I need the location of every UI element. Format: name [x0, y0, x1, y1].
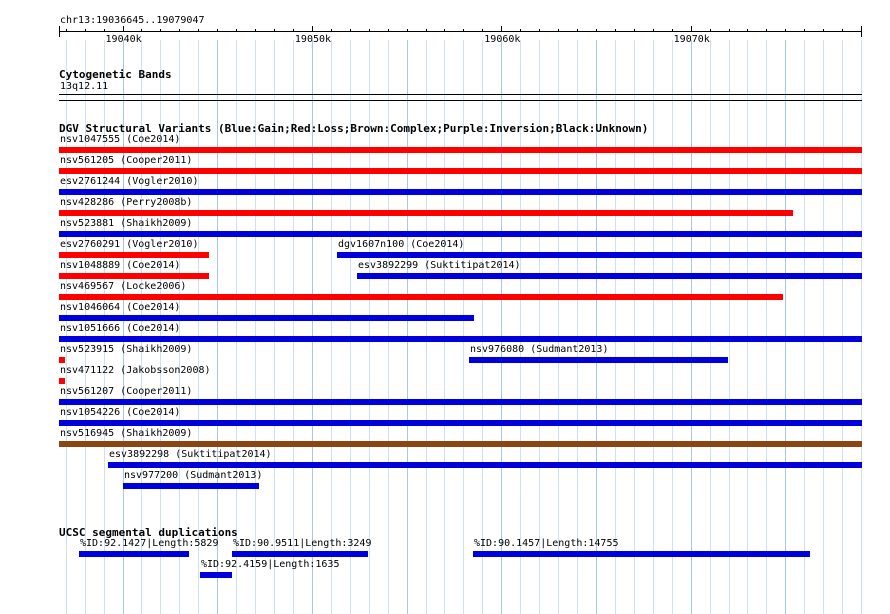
dgv-feature-bar-loss[interactable]: [59, 273, 209, 279]
dgv-feature-bar-gain[interactable]: [59, 399, 862, 405]
dgv-feature-bar-gain[interactable]: [59, 315, 474, 321]
dgv-feature-label[interactable]: esv3892298 (Suktitipat2014): [109, 449, 272, 460]
segdup-feature-label[interactable]: %ID:90.9511|Length:3249: [233, 538, 372, 549]
cytoband-track-title: Cytogenetic Bands: [59, 68, 172, 81]
segdup-track-title: UCSC segmental duplications: [59, 526, 238, 539]
dgv-feature-label[interactable]: nsv1046064 (Coe2014): [60, 302, 181, 313]
dgv-feature-bar-loss[interactable]: [59, 147, 862, 153]
dgv-feature-bar-loss[interactable]: [59, 294, 783, 300]
dgv-feature-bar-gain[interactable]: [59, 189, 862, 195]
segdup-feature-bar[interactable]: [473, 551, 810, 557]
dgv-feature-bar-loss[interactable]: [59, 357, 65, 363]
dgv-feature-label[interactable]: nsv428286 (Perry2008b): [60, 197, 193, 208]
dgv-feature-bar-gain[interactable]: [59, 336, 862, 342]
cytoband-label[interactable]: 13q12.11: [60, 81, 109, 92]
segdup-feature-bar[interactable]: [232, 551, 368, 557]
dgv-feature-bar-loss[interactable]: [59, 252, 209, 258]
dgv-feature-bar-gain[interactable]: [357, 273, 862, 279]
dgv-feature-label[interactable]: esv2760291 (Vogler2010): [60, 239, 199, 250]
cytoband-divider-bottom: [59, 100, 862, 101]
ruler-tick-label: 19060k: [484, 34, 521, 45]
ruler-tick-label: 19050k: [294, 34, 332, 45]
dgv-feature-label[interactable]: dgv1607n100 (Coe2014): [338, 239, 465, 250]
dgv-feature-bar-loss[interactable]: [59, 168, 862, 174]
segdup-feature-bar[interactable]: [200, 572, 232, 578]
segdup-feature-label[interactable]: %ID:90.1457|Length:14755: [474, 538, 619, 549]
ruler-tick-label: 19040k: [105, 34, 142, 45]
dgv-track-title: DGV Structural Variants (Blue:Gain;Red:Loss;Brown:Complex;Purple:Inversion;Black:Unknown): [59, 122, 649, 135]
dgv-feature-label[interactable]: nsv1048889 (Coe2014): [60, 260, 181, 271]
dgv-feature-bar-gain[interactable]: [108, 462, 862, 468]
segdup-feature-bar[interactable]: [79, 551, 189, 557]
dgv-feature-label[interactable]: esv2761244 (Vogler2010): [60, 176, 199, 187]
dgv-feature-label[interactable]: nsv1054226 (Coe2014): [60, 407, 181, 418]
dgv-feature-label[interactable]: esv3892299 (Suktitipat2014): [358, 260, 521, 271]
dgv-feature-label[interactable]: nsv976080 (Sudmant2013): [470, 344, 609, 355]
dgv-feature-label[interactable]: nsv561207 (Cooper2011): [60, 386, 193, 397]
dgv-feature-label[interactable]: nsv1051666 (Coe2014): [60, 323, 181, 334]
dgv-feature-bar-complex[interactable]: [59, 441, 862, 447]
dgv-feature-label[interactable]: nsv469567 (Locke2006): [60, 281, 187, 292]
dgv-feature-label[interactable]: nsv1047555 (Coe2014): [60, 134, 181, 145]
dgv-feature-bar-loss[interactable]: [59, 210, 793, 216]
cytoband-divider-top: [59, 94, 862, 95]
dgv-feature-bar-gain[interactable]: [469, 357, 728, 363]
dgv-feature-label[interactable]: nsv516945 (Shaikh2009): [60, 428, 193, 439]
dgv-feature-bar-gain[interactable]: [59, 420, 862, 426]
dgv-feature-label[interactable]: nsv977200 (Sudmant2013): [124, 470, 263, 481]
dgv-feature-label[interactable]: nsv471122 (Jakobsson2008): [60, 365, 211, 376]
dgv-feature-label[interactable]: nsv523915 (Shaikh2009): [60, 344, 193, 355]
segdup-feature-label[interactable]: %ID:92.1427|Length:5829: [80, 538, 219, 549]
dgv-feature-bar-gain[interactable]: [123, 483, 259, 489]
dgv-feature-label[interactable]: nsv561205 (Cooper2011): [60, 155, 193, 166]
dgv-feature-bar-loss[interactable]: [59, 378, 65, 384]
dgv-feature-label[interactable]: nsv523881 (Shaikh2009): [60, 218, 193, 229]
ruler-tick-label: 19070k: [673, 34, 710, 45]
dgv-feature-bar-gain[interactable]: [59, 231, 862, 237]
dgv-feature-bar-gain[interactable]: [337, 252, 862, 258]
segdup-feature-label[interactable]: %ID:92.4159|Length:1635: [201, 559, 340, 570]
location-label: chr13:19036645..19079047: [60, 15, 205, 26]
